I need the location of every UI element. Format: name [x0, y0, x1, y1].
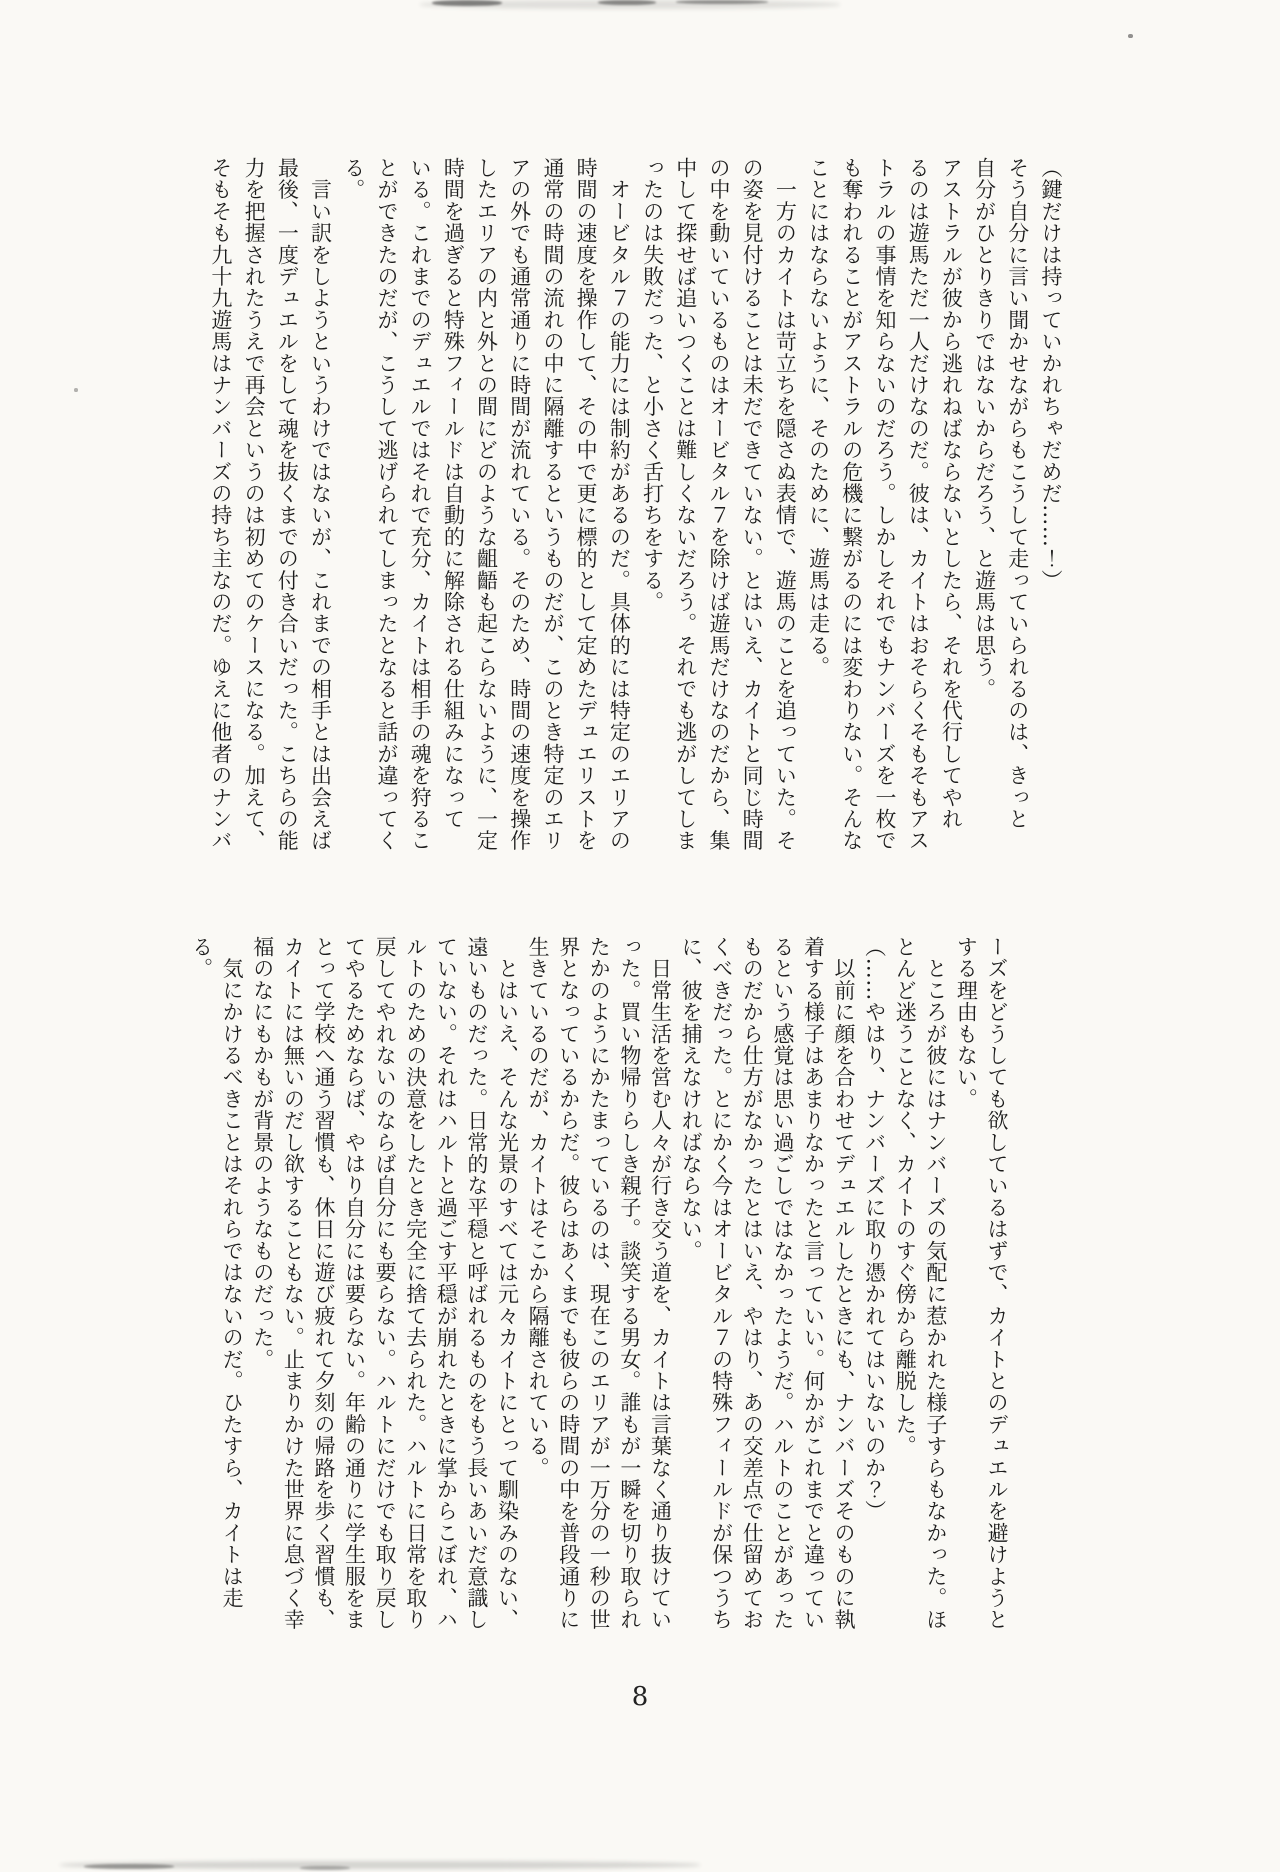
- text-column: そもそも九十九遊馬はナンバーズの持ち主なのだ。ゆえに他者のナンバ: [208, 157, 233, 852]
- text-column: 通常の時間の流れの中に隔離するというものだが、このとき特定のエリ: [540, 157, 565, 852]
- text-column: るという感覚は思い過ごしではなかったようだ。ハルトのことがあった: [770, 936, 795, 1631]
- text-column: トラルの事情を知らないのだろう。しかしそれでもナンバーズを一枚で: [872, 157, 897, 852]
- text-column: 着する様子はあまりなかったと言っていい。何かがこれまでと違ってい: [801, 936, 826, 1631]
- text-column: 最後、一度デュエルをして魂を抜くまでの付き合いだった。こちらの能: [275, 157, 300, 852]
- text-column: 遠いものだった。日常的な平穏と呼ばれるものをもう長いあいだ意識し: [464, 936, 489, 1631]
- text-column: 戻してやれないのならば自分にも要らない。ハルトにだけでも取り戻し: [373, 936, 398, 1631]
- text-column: そう自分に言い聞かせながらもこうして走っていられるのは、きっと: [1005, 157, 1030, 830]
- text-column: 界となっているからだ。彼らはあくまでも彼らの時間の中を普段通りに: [556, 936, 581, 1631]
- text-column: 生きているのだが、カイトはそこから隔離されている。: [526, 936, 551, 1479]
- text-column: オービタル７の能力には制約があるのだ。具体的には特定のエリアの: [607, 157, 632, 852]
- text-column: ルトのための決意をしたとき完全に捨て去られた。ハルトに日常を取り: [403, 936, 428, 1631]
- page-number: 8: [631, 1682, 649, 1712]
- text-column: 福のなにもかもが背景のようなものだった。: [250, 936, 275, 1370]
- scan-artifact: [676, 0, 768, 4]
- text-column: アストラルが彼から逃れねばならないとしたら、それを代行してやれ: [939, 157, 964, 830]
- text-column: ことにはならないように、そのために、遊馬は走る。: [806, 157, 831, 678]
- text-column: る。: [341, 157, 366, 201]
- text-column: （……やはり、ナンバーズに取り憑かれてはいないのか？）: [862, 936, 887, 1522]
- text-column: とができたのだが、こうして逃げられてしまったとなると話が違ってく: [374, 157, 399, 852]
- text-column: 以前に顔を合わせてデュエルしたときにも、ナンバーズそのものに執: [832, 936, 857, 1631]
- text-column: カイトには無いのだし欲することもない。止まりかけた世界に息づく幸: [281, 936, 306, 1631]
- scan-artifact: [84, 1864, 174, 1869]
- scan-artifact: [74, 388, 78, 392]
- text-column: ていない。それはハルトと過ごす平穏が崩れたときに掌からこぼれ、ハ: [434, 936, 459, 1631]
- text-column: てやるためならば、やはり自分には要らない。年齢の通りに学生服をま: [342, 936, 367, 1631]
- bottom-text-block: [189, 936, 1012, 1636]
- text-column: った。買い物帰りらしき親子。談笑する男女。誰もが一瞬を切り取られ: [617, 936, 642, 1631]
- text-column: したエリアの内と外との間にどのような齟齬も起こらないように、一定: [474, 157, 499, 852]
- text-column: の姿を見付けることは未だできていない。とはいえ、カイトと同じ時間: [740, 157, 765, 852]
- text-column: ったのは失敗だった、と小さく舌打ちをする。: [640, 157, 665, 613]
- text-column: 自分がひとりきりではないからだろう、と遊馬は思う。: [972, 157, 997, 700]
- text-column: たかのようにかたまっているのは、現在このエリアが一万分の一秒の世: [587, 936, 612, 1631]
- text-column: いる。これまでのデュエルではそれで充分、カイトは相手の魂を狩るこ: [408, 157, 433, 852]
- text-column: 言い訳をしようというわけではないが、これまでの相手とは出会えば: [308, 157, 333, 852]
- scan-artifact: [598, 0, 656, 5]
- scan-artifact: [432, 0, 502, 6]
- text-column: 気にかけるべきことはそれらではないのだ。ひたすら、カイトは走る。: [189, 936, 245, 1609]
- text-column: ーズをどうしても欲しているはずで、カイトとのデュエルを避けようと: [985, 936, 1009, 1631]
- text-column: も奪われることがアストラルの危機に繋がるのには変わりない。そんな: [839, 157, 864, 852]
- text-column: の中を動いているものはオービタル７を除けば遊馬だけなのだから、集: [706, 157, 731, 852]
- text-column: に、彼を捕えなければならない。: [679, 936, 704, 1262]
- text-column: 一方のカイトは苛立ちを隠さぬ表情で、遊馬のことを追っていた。そ: [773, 157, 798, 852]
- text-column: する理由もない。: [954, 936, 979, 1110]
- scan-artifact: [300, 1866, 350, 1870]
- text-column: るのは遊馬ただ一人だけなのだ。彼は、カイトはおそらくそもそもアス: [906, 157, 931, 852]
- text-column: 時間の速度を操作して、その中で更に標的として定めたデュエリストを: [574, 157, 599, 852]
- text-column: ものだから仕方がなかったとはいえ、やはり、あの交差点で仕留めてお: [740, 936, 765, 1631]
- text-column: （鍵だけは持っていかれちゃだめだ……！）: [1039, 157, 1063, 591]
- text-column: 中して探せば追いつくことは難しくないだろう。それでも逃がしてしま: [673, 157, 698, 852]
- text-column: くべきだった。とにかく今はオービタル７の特殊フィールドが保つうち: [709, 936, 734, 1631]
- text-column: とんど迷うことなく、カイトのすぐ傍から離脱した。: [893, 936, 918, 1457]
- text-column: 時間を過ぎると特殊フィールドは自動的に解除される仕組みになって: [441, 157, 466, 830]
- text-column: 力を把握されたうえで再会というのは初めてのケースになる。加えて、: [242, 157, 267, 852]
- text-column: とって学校へ通う習慣も、休日に遊び疲れて夕刻の帰路を歩く習慣も、: [311, 936, 336, 1631]
- scan-artifact: [1128, 34, 1133, 38]
- top-text-block: [203, 157, 1067, 857]
- text-column: アの外でも通常通りに時間が流れている。そのため、時間の速度を操作: [507, 157, 532, 852]
- text-column: とはいえ、そんな光景のすべては元々カイトにとって馴染みのない、: [495, 936, 520, 1631]
- text-column: ところが彼にはナンバーズの気配に惹かれた様子すらもなかった。ほ: [923, 936, 948, 1631]
- text-column: 日常生活を営む人々が行き交う道を、カイトは言葉なく通り抜けてい: [648, 936, 673, 1631]
